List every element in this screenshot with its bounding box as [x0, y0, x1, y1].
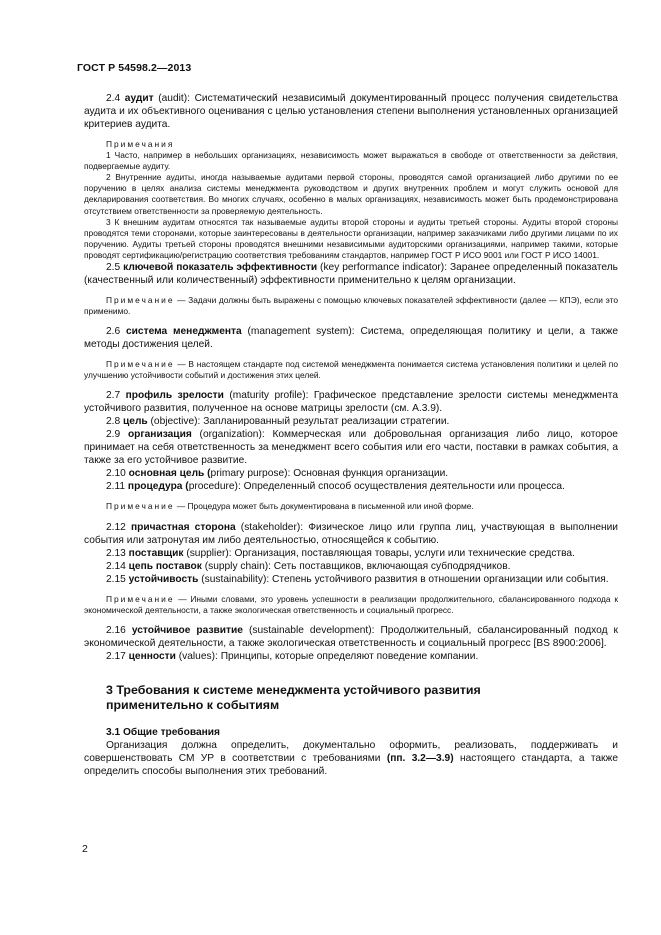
term: система менеджмента: [125, 326, 242, 338]
note-2-11: Примечание — Процедура может быть документирована в письменной или иной форме.: [106, 501, 474, 512]
note-item: 3 К внешним аудитам относятся так называемые аудиты второй стороны и аудиты третьей стороны. Аудиты второй стороны проводятся теми сторонами, которые заинтересованы в деятельности организации, например заказчиками либо другими лицами по их поручению. Аудиты третьей стороны проводятся внешними независимыми аудиторскими организациями, например такими, которые проводят сертификацию/регистрацию соответствия требованиям стандартов, например ГОСТ Р ИСО 9001 или ГОСТ Р ИСО 14001.: [84, 216, 618, 260]
definition-2-8: 2.8 цель (objective): Запланированный результат реализации стратегии.: [106, 416, 450, 428]
definition-2-10: 2.10 основная цель (primary purpose): Основная функция организации.: [106, 468, 449, 480]
note-item: 2 Внутренние аудиты, иногда называемые аудитами первой стороны, проводятся самой организацией либо другими по ее поручению в целях анализа системы менеджмента руководством и других внутренних проблем и могут служить основой для декларирования соответствия. Во многих случаях, особенно в малых организациях, независимость может быть продемонстрирована отсутствием ответственности за проверяемую деятельность.: [84, 172, 618, 216]
term: аудит: [124, 93, 154, 104]
section-3-1-paragraph: Организация должна определить, документально оформить, реализовать, поддерживать и совершенствовать СМ УР в соответствии с требованиями (пп. 3.2—3.9) настоящего стандарта, а также определить способы выполнения этих требований.: [84, 739, 618, 777]
definition-2-4: 2.4 аудит (audit): Систематический независимый документированный процесс получения свидетельства аудита и их объективного оценивания с целью установления степени выполнения установленных организацией критериев аудита.: [84, 93, 618, 130]
definition-2-16: 2.16 устойчивое развитие (sustainable development): Продолжительный, сбалансированный подход к экономической деятельности, а также экологическая ответственность и социальный прогресс [BS 8900:2006].: [84, 624, 618, 649]
note-2-15: Примечание — Иными словами, это уровень успешности в реализации продолжительного, сбалансированного подхода к экономической деятельности, а также экологическая ответственность и социальный прогресс.: [84, 593, 618, 615]
definition-2-5: 2.5 ключевой показатель эффективности (key performance indicator): Заранее определенный показатель (качественный или количественный) эффективности применительно к целям организации.: [84, 262, 618, 287]
term: цепь поставок: [128, 560, 202, 572]
definition-2-11: 2.11 процедура (procedure): Определенный способ осуществления деятельности или процесса.: [106, 481, 565, 493]
term: устойчивость: [128, 573, 199, 585]
document-header: ГОСТ Р 54598.2—2013: [77, 62, 192, 74]
page-number: 2: [82, 843, 88, 855]
subsection-3-1-title: 3.1 Общие требования: [106, 726, 220, 738]
note-2-5: Примечание — Задачи должны быть выражены с помощью ключевых показателей эффективности (далее — КПЭ), если это применимо.: [84, 295, 618, 317]
term: процедура (: [127, 481, 189, 493]
definition-2-9: 2.9 организация (organization): Коммерческая или добровольная организация либо лицо, которое принимает на себя ответственность за менеджмент всего события или его части, поставки в рамках события, а также за его устойчивое развитие.: [84, 429, 618, 467]
term: организация: [127, 429, 192, 441]
definition-2-17: 2.17 ценности (values): Принципы, которые определяют поведение компании.: [106, 650, 479, 662]
note-item: 1 Часто, например в небольших организациях, независимость может выражаться в свободе от ответственности за действия, подвергаемые аудиту.: [84, 150, 618, 172]
definition-2-13: 2.13 поставщик (supplier): Организация, поставляющая товары, услуги или технические средства.: [106, 547, 575, 559]
note-2-6: Примечание — В настоящем стандарте под системой менеджмента понимается система установления политики и целей по улучшению устойчивости событий и достижения этих целей.: [84, 359, 618, 381]
term: ценности: [128, 650, 176, 662]
section-3-title: 3 Требования к системе менеджмента устойчивого развития применительно к событиям: [106, 682, 481, 713]
page-content: [84, 92, 618, 778]
term: основная цель (: [128, 468, 211, 480]
term: ключевой показатель эффективности: [123, 262, 318, 274]
definition-2-12: 2.12 причастная сторона (stakeholder): Физическое лицо или группа лиц, участвующая в выполнении события или затронутая им либо деятельностью, относящейся к событию.: [84, 521, 619, 546]
term: устойчивое развитие: [131, 624, 243, 636]
definition-2-15: 2.15 устойчивость (sustainability): Степень устойчивого развития в отношении организации или события.: [106, 573, 609, 585]
term: профиль зрелости: [125, 390, 224, 402]
term: причастная сторона: [130, 521, 236, 533]
definition-2-14: 2.14 цепь поставок (supply chain): Сеть поставщиков, включающая субподрядчиков.: [106, 560, 511, 572]
definition-2-7: 2.7 профиль зрелости (maturity profile): Графическое представление зрелости системы менеджмента устойчивого развития, полученное на основе матрицы зрелости (см. А.3.9).: [84, 390, 619, 415]
term: поставщик: [128, 547, 184, 559]
notes-heading: Примечания: [106, 139, 175, 149]
term: цель: [123, 416, 148, 428]
definition-2-6: 2.6 система менеджмента (management system): Система, определяющая политику и цели, а также методы достижения целей.: [84, 326, 618, 351]
